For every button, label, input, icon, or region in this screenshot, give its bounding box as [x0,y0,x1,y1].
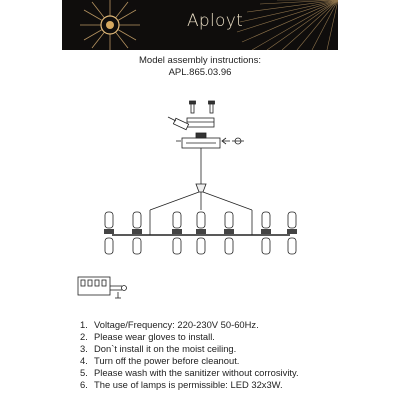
list-item: 6. The use of lamps is permissible: LED 32x3W. [80,379,283,390]
ceiling-bracket-icon [182,118,220,148]
brand-name: Aployt [187,11,244,31]
assembly-diagram [0,90,400,315]
list-item: 4. Turn off the power before cleanout. [80,355,240,366]
model-number: APL.865.03.96 [168,67,232,78]
document-title: Model assembly instructions: [139,55,261,66]
screw-icon [190,101,215,113]
chandelier-icon [104,148,297,254]
terminal-block-icon [78,277,127,298]
list-item: 1. Voltage/Frequency: 220-230V 50-60Hz. [80,319,259,330]
instructions-list [80,319,299,391]
brand-banner [62,0,338,50]
list-item: 5. Please wash with the sanitizer without corrosivity. [80,367,299,378]
list-item: 3. Don`t install it on the moist ceiling. [80,343,237,354]
screwdriver-icon [168,117,189,130]
list-item: 2. Please wear gloves to install. [80,331,215,342]
